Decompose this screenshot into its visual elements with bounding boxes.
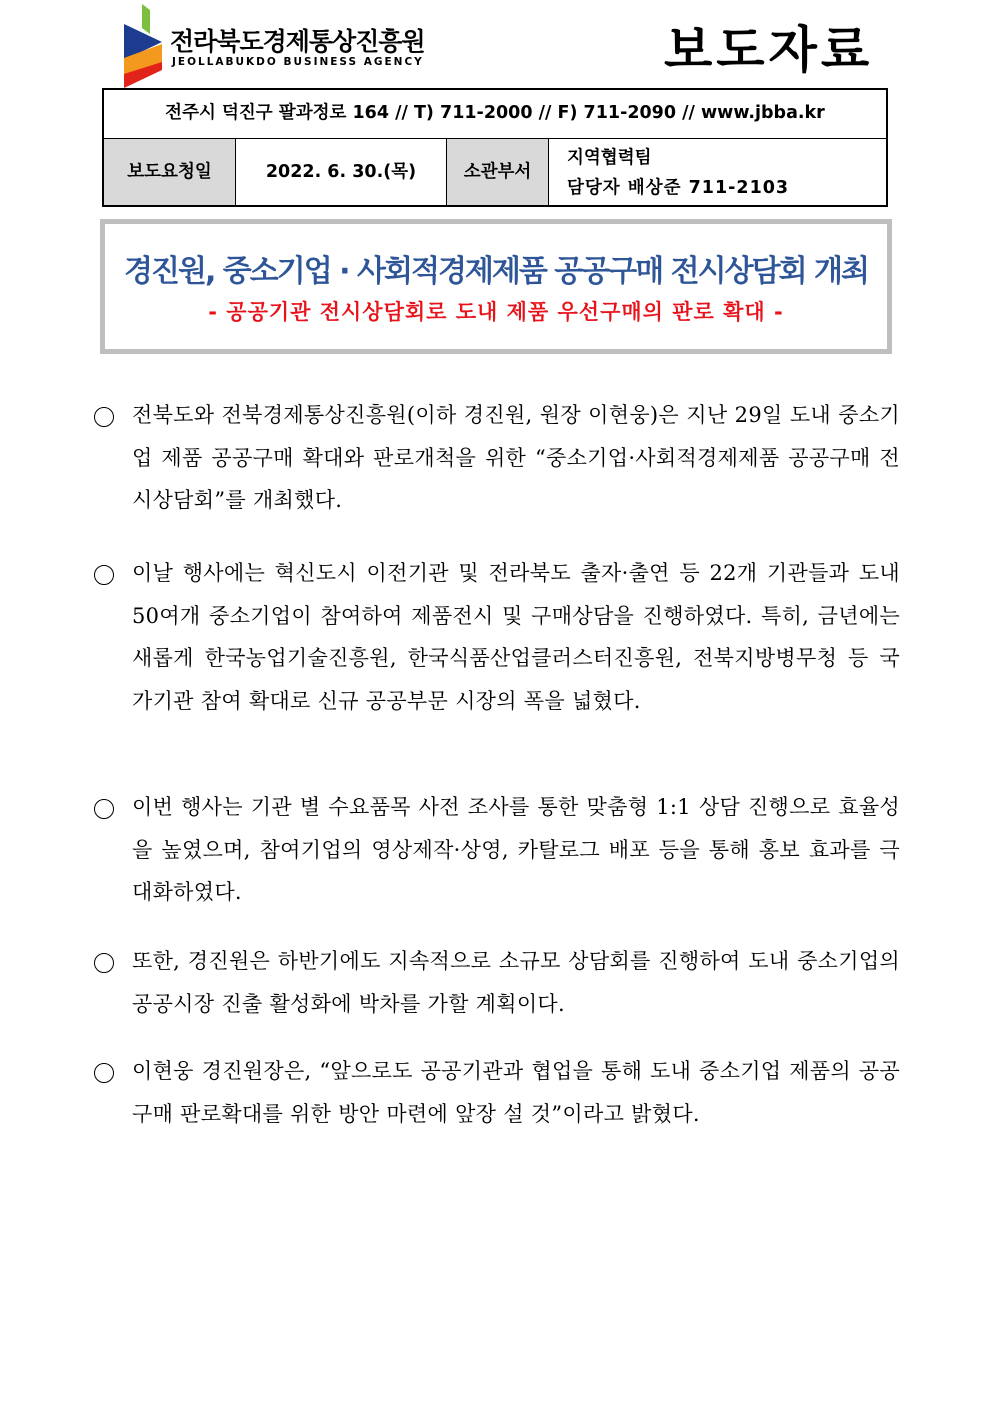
department-label: 소관부서 (447, 139, 549, 205)
paragraph (92, 786, 900, 914)
paragraph-text: 전북도와 전북경제통상진흥원(이하 경진원, 원장 이현웅)은 지난 29일 도내 중소기업 제품 공공구매 확대와 판로개척을 위한 “중소기업·사회적경제제품 공공구매 전시상담회”를 개최했다. (132, 403, 900, 512)
paragraph-text: 이날 행사에는 혁신도시 이전기관 및 전라북도 출자·출연 등 22개 기관들과 도내 50여개 중소기업이 참여하여 제품전시 및 구매상담을 진행하였다. 특히, 금년에는 새롭게 한국농업기술진흥원, 한국식품산업클러스터진흥원, 전북지방병무청 등 국가기관 참여 확대로 신규 공공부문 시장의 폭을 넓혔다. (132, 561, 900, 713)
agency-name: 전라북도경제통상진흥원 (170, 27, 425, 56)
department-cell (549, 139, 886, 205)
title-box (100, 219, 892, 354)
paragraph (92, 552, 900, 722)
contact-person: 담당자 배상준 711-2103 (567, 178, 790, 198)
paragraph-text: 이현웅 경진원장은, “앞으로도 공공기관과 협업을 통해 도내 중소기업 제품의 공공구매 판로확대를 위한 방안 마련에 앞장 설 것”이라고 밝혔다. (132, 1059, 900, 1126)
headline: 경진원, 중소기업 · 사회적경제제품 공공구매 전시상담회 개최 (124, 254, 868, 289)
paragraph (92, 1050, 900, 1135)
agency-logo (122, 4, 425, 88)
press-info-table (102, 88, 888, 207)
paragraph (92, 394, 900, 522)
paragraph (92, 940, 900, 1025)
circle-bullet-icon (94, 407, 114, 427)
circle-bullet-icon (94, 953, 114, 973)
contact-line: 전주시 덕진구 팔과정로 164 // T) 711-2000 // F) 711-2090 // www.jbba.kr (104, 90, 886, 139)
department-value: 지역협력팀 (567, 148, 652, 168)
circle-bullet-icon (94, 799, 114, 819)
subheadline: - 공공기관 전시상담회로 도내 제품 우선구매의 판로 확대 - (208, 300, 784, 324)
request-date-label: 보도요청일 (104, 139, 236, 205)
circle-bullet-icon (94, 1063, 114, 1083)
document-type-title: 보도자료 (664, 21, 874, 79)
circle-bullet-icon (94, 565, 114, 585)
request-date-value: 2022. 6. 30.(목) (236, 139, 447, 205)
paragraph-text: 또한, 경진원은 하반기에도 지속적으로 소규모 상담회를 진행하여 도내 중소기업의 공공시장 진출 활성화에 박차를 가할 계획이다. (132, 949, 900, 1016)
agency-emblem-icon (122, 4, 168, 88)
agency-english-name: JEOLLABUKDO BUSINESS AGENCY (172, 56, 424, 68)
paragraph-text: 이번 행사는 기관 별 수요품목 사전 조사를 통한 맞춤형 1:1 상담 진행으로 효율성을 높였으며, 참여기업의 영상제작·상영, 카탈로그 배포 등을 통해 홍보 효과를 극대화하였다. (132, 795, 900, 904)
